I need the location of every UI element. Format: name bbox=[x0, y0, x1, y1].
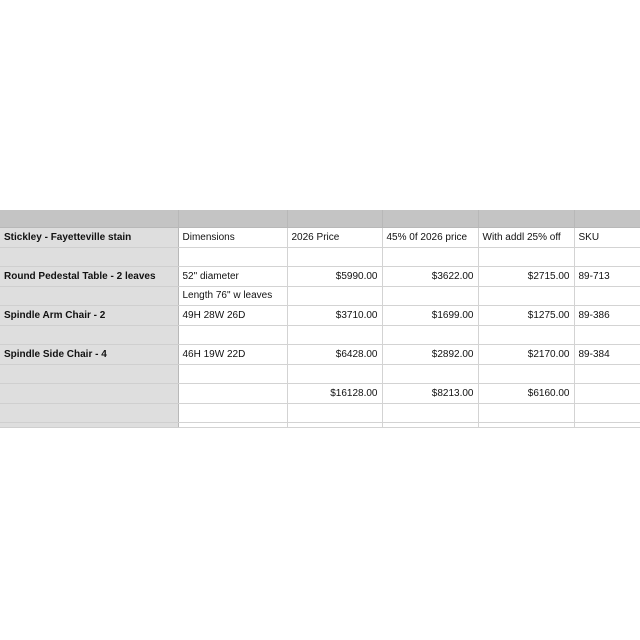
empty-cell[interactable] bbox=[478, 403, 574, 423]
empty-cell[interactable] bbox=[287, 403, 382, 423]
empty-cell[interactable] bbox=[382, 423, 478, 428]
table-row bbox=[0, 364, 640, 384]
empty-cell[interactable] bbox=[478, 364, 574, 384]
table-row bbox=[0, 228, 640, 248]
sku-header-cell[interactable]: SKU bbox=[574, 228, 640, 248]
dimensions-cell[interactable]: 52" diameter bbox=[178, 267, 287, 287]
empty-cell[interactable] bbox=[478, 286, 574, 306]
empty-cell[interactable] bbox=[574, 247, 640, 267]
empty-cell[interactable] bbox=[382, 364, 478, 384]
empty-cell[interactable] bbox=[287, 325, 382, 345]
addl25-cell[interactable]: $2715.00 bbox=[478, 267, 574, 287]
dimensions-cell[interactable]: 49H 28W 26D bbox=[178, 306, 287, 326]
empty-cell[interactable] bbox=[574, 364, 640, 384]
price-cell[interactable]: $6428.00 bbox=[287, 345, 382, 365]
column-header-a[interactable] bbox=[0, 210, 178, 228]
price-2026-header-cell[interactable]: 2026 Price bbox=[287, 228, 382, 248]
column-header-b[interactable] bbox=[178, 210, 287, 228]
empty-cell[interactable] bbox=[574, 325, 640, 345]
pct45-cell[interactable]: $1699.00 bbox=[382, 306, 478, 326]
sheet-title-cell[interactable]: Stickley - Fayetteville stain bbox=[0, 228, 178, 248]
dimensions-header-cell[interactable]: Dimensions bbox=[178, 228, 287, 248]
pct45-header-cell[interactable]: 45% 0f 2026 price bbox=[382, 228, 478, 248]
table-row bbox=[0, 267, 640, 287]
item-name-cell[interactable]: Spindle Arm Chair - 2 bbox=[0, 306, 178, 326]
empty-cell[interactable] bbox=[0, 384, 178, 404]
empty-cell[interactable] bbox=[574, 286, 640, 306]
table-row bbox=[0, 286, 640, 306]
empty-cell[interactable] bbox=[574, 403, 640, 423]
empty-cell[interactable] bbox=[178, 364, 287, 384]
price-table bbox=[0, 210, 640, 428]
empty-cell[interactable] bbox=[0, 286, 178, 306]
total-addl25-cell[interactable]: $6160.00 bbox=[478, 384, 574, 404]
empty-cell[interactable] bbox=[478, 247, 574, 267]
empty-cell[interactable] bbox=[178, 403, 287, 423]
empty-cell[interactable] bbox=[0, 364, 178, 384]
empty-cell[interactable] bbox=[478, 325, 574, 345]
empty-cell[interactable] bbox=[574, 384, 640, 404]
total-pct45-cell[interactable]: $8213.00 bbox=[382, 384, 478, 404]
pct45-cell[interactable]: $2892.00 bbox=[382, 345, 478, 365]
addl25-cell[interactable]: $2170.00 bbox=[478, 345, 574, 365]
empty-cell[interactable] bbox=[382, 247, 478, 267]
column-header-e[interactable] bbox=[478, 210, 574, 228]
table-row bbox=[0, 325, 640, 345]
column-header-d[interactable] bbox=[382, 210, 478, 228]
empty-cell[interactable] bbox=[178, 247, 287, 267]
column-header-c[interactable] bbox=[287, 210, 382, 228]
totals-row bbox=[0, 384, 640, 404]
empty-cell[interactable] bbox=[287, 423, 382, 428]
empty-cell[interactable] bbox=[178, 384, 287, 404]
empty-cell[interactable] bbox=[382, 286, 478, 306]
column-header-row bbox=[0, 210, 640, 228]
pct45-cell[interactable]: $3622.00 bbox=[382, 267, 478, 287]
price-cell[interactable]: $3710.00 bbox=[287, 306, 382, 326]
item-name-cell[interactable]: Spindle Side Chair - 4 bbox=[0, 345, 178, 365]
sku-cell[interactable]: 89-384 bbox=[574, 345, 640, 365]
empty-cell[interactable] bbox=[382, 403, 478, 423]
empty-cell[interactable] bbox=[0, 403, 178, 423]
empty-cell[interactable] bbox=[287, 364, 382, 384]
empty-cell[interactable] bbox=[0, 325, 178, 345]
table-row bbox=[0, 345, 640, 365]
empty-cell[interactable] bbox=[478, 423, 574, 428]
empty-cell[interactable] bbox=[574, 423, 640, 428]
empty-cell[interactable] bbox=[287, 286, 382, 306]
empty-cell[interactable] bbox=[0, 423, 178, 428]
dimensions-cell[interactable]: Length 76" w leaves bbox=[178, 286, 287, 306]
item-name-cell[interactable]: Round Pedestal Table - 2 leaves bbox=[0, 267, 178, 287]
empty-cell[interactable] bbox=[287, 247, 382, 267]
price-cell[interactable]: $5990.00 bbox=[287, 267, 382, 287]
sku-cell[interactable]: 89-386 bbox=[574, 306, 640, 326]
empty-cell[interactable] bbox=[178, 325, 287, 345]
empty-cell[interactable] bbox=[178, 423, 287, 428]
addl25-header-cell[interactable]: With addl 25% off bbox=[478, 228, 574, 248]
table-row bbox=[0, 423, 640, 428]
empty-cell[interactable] bbox=[382, 325, 478, 345]
dimensions-cell[interactable]: 46H 19W 22D bbox=[178, 345, 287, 365]
sku-cell[interactable]: 89-713 bbox=[574, 267, 640, 287]
table-row bbox=[0, 403, 640, 423]
total-price-cell[interactable]: $16128.00 bbox=[287, 384, 382, 404]
spreadsheet bbox=[0, 210, 640, 428]
addl25-cell[interactable]: $1275.00 bbox=[478, 306, 574, 326]
table-row bbox=[0, 306, 640, 326]
column-header-f[interactable] bbox=[574, 210, 640, 228]
table-row bbox=[0, 247, 640, 267]
empty-cell[interactable] bbox=[0, 247, 178, 267]
